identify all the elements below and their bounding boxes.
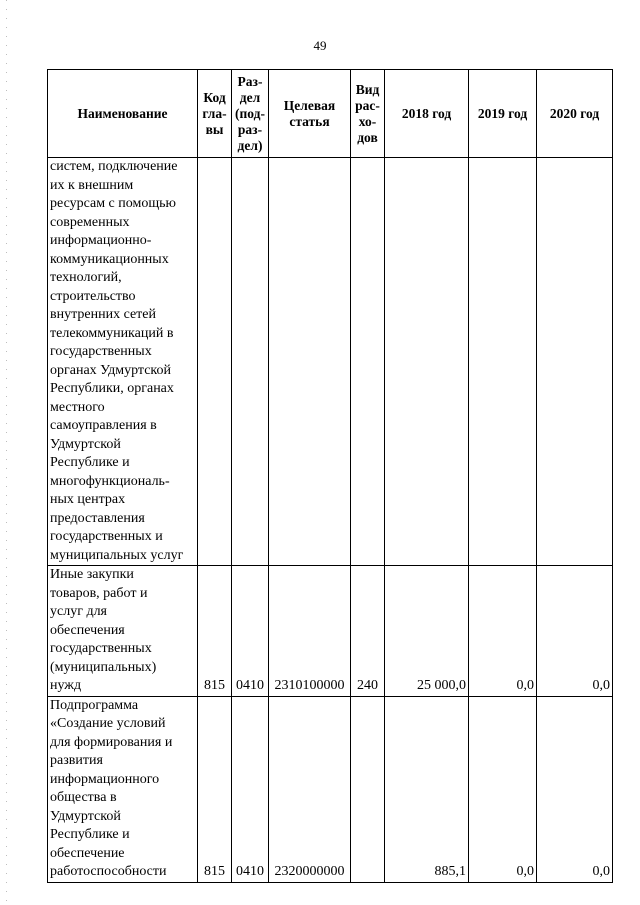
row-target <box>269 158 351 566</box>
header-section-text: Раз- дел (под- раз- дел) <box>235 73 265 153</box>
row-code: 815 <box>198 566 232 697</box>
header-2018 <box>385 70 469 158</box>
row-2020: 0,0 <box>537 566 613 697</box>
table-row <box>48 158 613 566</box>
row-name: систем, подключение их к внешним ресурсам с помощью современных информационно- коммуникационных технологий, строительство внутренних сетей телекоммуникаций в государственных органах Удмуртской Республики, органах местного самоуправления в Удмуртской Республике и многофункциональ- ных центрах предоставления государственных и муниципальных услуг <box>48 158 198 566</box>
row-2018 <box>385 158 469 566</box>
header-2020-text: 2020 год <box>549 105 600 121</box>
row-section: 0410 <box>232 696 269 882</box>
row-target: 2320000000 <box>269 696 351 882</box>
header-2020 <box>537 70 613 158</box>
header-type <box>351 70 385 158</box>
row-2020 <box>537 158 613 566</box>
table-header-row <box>48 70 613 158</box>
budget-table <box>47 69 613 883</box>
header-code-text: Код гла- вы <box>202 89 227 137</box>
row-code <box>198 158 232 566</box>
header-target-text: Целевая статья <box>283 97 336 129</box>
row-2018: 25 000,0 <box>385 566 469 697</box>
row-2019: 0,0 <box>469 696 537 882</box>
header-2018-text: 2018 год <box>401 105 452 121</box>
row-code: 815 <box>198 696 232 882</box>
row-type <box>351 696 385 882</box>
row-section: 0410 <box>232 566 269 697</box>
row-name: Подпрограмма «Создание условий для формирования и развития информационного общества в Удмуртской Республике и обеспечение работоспособности <box>48 696 198 882</box>
row-target: 2310100000 <box>269 566 351 697</box>
header-name <box>48 70 198 158</box>
header-code <box>198 70 232 158</box>
row-2019: 0,0 <box>469 566 537 697</box>
header-section <box>232 70 269 158</box>
row-2018: 885,1 <box>385 696 469 882</box>
row-type: 240 <box>351 566 385 697</box>
row-type <box>351 158 385 566</box>
table-row <box>48 566 613 697</box>
scan-edge-marks <box>6 0 7 905</box>
row-2020: 0,0 <box>537 696 613 882</box>
header-target <box>269 70 351 158</box>
row-2019 <box>469 158 537 566</box>
table-row <box>48 696 613 882</box>
header-type-text: Вид рас- хо- дов <box>355 81 380 145</box>
header-2019 <box>469 70 537 158</box>
page-number: 49 <box>313 38 327 53</box>
row-name: Иные закупки товаров, работ и услуг для обеспечения государственных (муниципальных) нужд <box>48 566 198 697</box>
row-section <box>232 158 269 566</box>
header-name-text: Наименование <box>77 105 168 121</box>
header-2019-text: 2019 год <box>477 105 528 121</box>
